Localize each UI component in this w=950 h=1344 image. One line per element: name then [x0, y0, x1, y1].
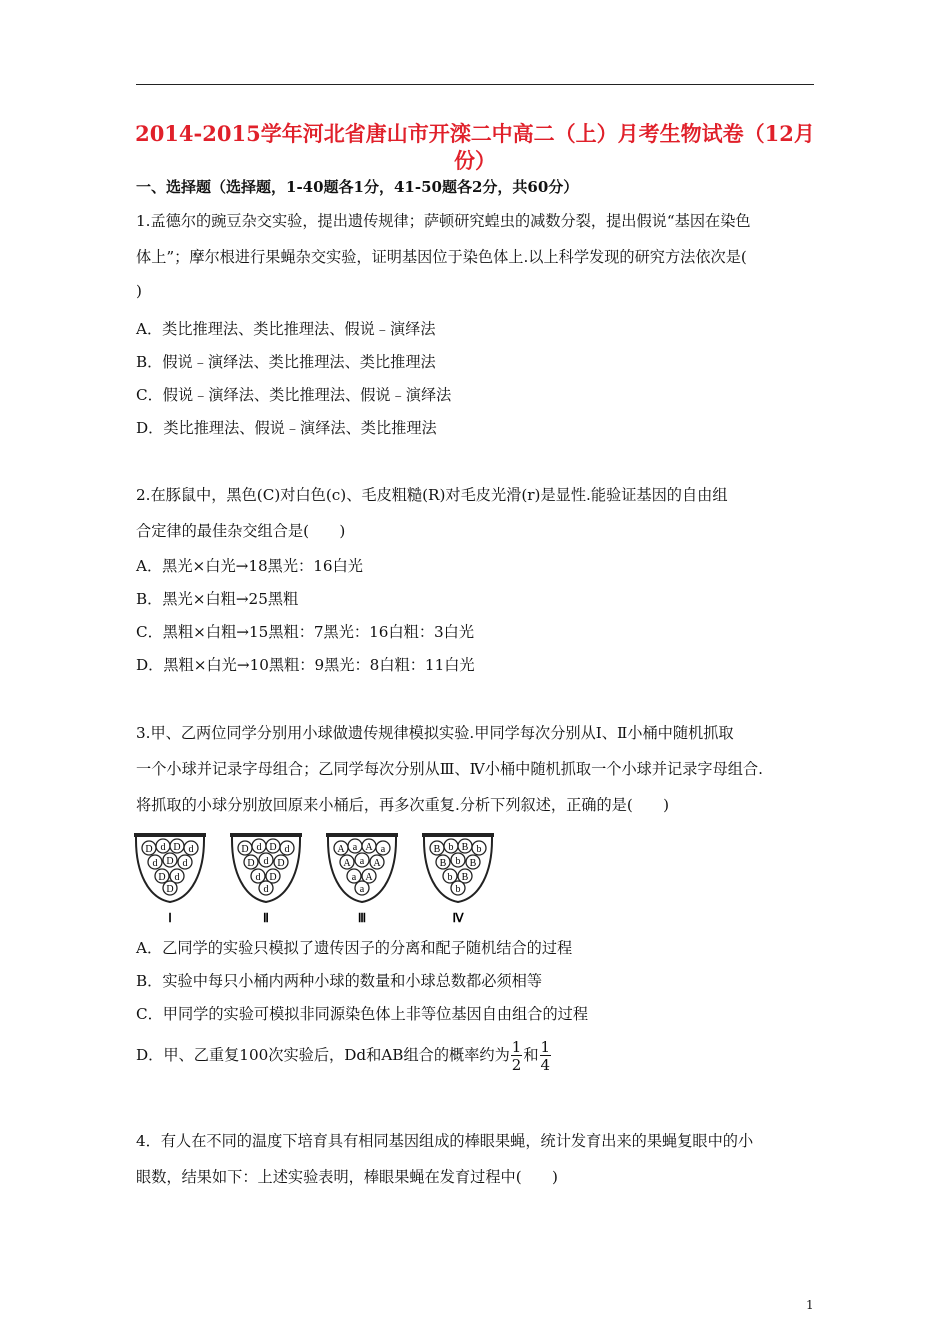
q2-option-d: D．黑粗×白光→10黑粗：9黑光：8白粗：11白光 [136, 656, 475, 674]
bucket-figure [134, 832, 500, 928]
ball-letter: b [448, 842, 454, 853]
q1-line-1: 1.孟德尔的豌豆杂交实验，提出遗传规律；萨顿研究蝗虫的减数分裂，提出假说“基因在染色 [136, 212, 751, 230]
bucket-3 [326, 833, 398, 925]
ball-letter: d [188, 844, 194, 855]
fraction-denominator: 4 [540, 1056, 551, 1074]
ball-letter: D [158, 872, 166, 883]
q3-option-d-and: 和 [523, 1046, 539, 1064]
ball-letter: a [359, 856, 365, 867]
q3-line-2: 一个小球并记录字母组合；乙同学每次分别从Ⅲ、Ⅳ小桶中随机抓取一个小球并记录字母组合. [136, 760, 763, 778]
ball-letter: D [173, 842, 181, 853]
ball-letter: D [269, 842, 277, 853]
ball-letter: D [145, 844, 153, 855]
ball-letter: d [174, 872, 180, 883]
q2-option-b: B．黑光×白粗→25黑粗 [136, 590, 299, 608]
ball-letter: a [380, 844, 386, 855]
bucket-label: Ⅱ [263, 911, 269, 925]
q1-option-d: D．类比推理法、假说﹣演绎法、类比推理法 [136, 419, 437, 437]
page-number: 1 [806, 1298, 814, 1312]
ball-letter: A [373, 858, 381, 869]
q3-option-a: A．乙同学的实验只模拟了遗传因子的分离和配子随机结合的过程 [136, 939, 573, 957]
ball-letter: d [255, 872, 261, 883]
q2-line-2: 合定律的最佳杂交组合是( ) [136, 522, 346, 540]
ball-letter: b [455, 884, 461, 895]
q1-line-3: ) [136, 282, 142, 300]
bucket-rim [422, 833, 494, 837]
ball-letter: a [351, 872, 357, 883]
ball-letter: D [277, 858, 285, 869]
bucket-2 [230, 833, 302, 925]
ball-letter: d [160, 842, 166, 853]
fraction-denominator: 2 [511, 1056, 522, 1074]
bucket-rim [230, 833, 302, 837]
ball-letter: D [166, 856, 174, 867]
q3-line-3: 将抓取的小球分别放回原来小桶后，再多次重复.分析下列叙述，正确的是( ) [136, 796, 670, 814]
ball-letter: a [352, 842, 358, 853]
q4-line-2: 眼数，结果如下：上述实验表明，棒眼果蝇在发育过程中( ) [136, 1168, 558, 1186]
q1-option-c: C．假说﹣演绎法、类比推理法、假说﹣演绎法 [136, 386, 452, 404]
q4-line-1: 4．有人在不同的温度下培育具有相同基因组成的棒眼果蝇，统计发育出来的果蝇复眼中的小 [136, 1132, 754, 1150]
fraction-one-quarter [540, 1040, 552, 1072]
q3-option-b: B．实验中每只小桶内两种小球的数量和小球总数都必须相等 [136, 972, 543, 990]
ball-letter: D [269, 872, 277, 883]
ball-letter: A [343, 858, 351, 869]
ball-letter: d [284, 844, 290, 855]
header-rule [136, 84, 814, 85]
ball-letter: A [365, 872, 373, 883]
q3-line-1: 3.甲、乙两位同学分别用小球做遗传规律模拟实验.甲同学每次分别从Ⅰ、Ⅱ小桶中随机抓取 [136, 724, 734, 742]
ball-letter: A [337, 844, 345, 855]
q2-line-1: 2.在豚鼠中，黑色(C)对白色(c)、毛皮粗糙(R)对毛皮光滑(r)是显性.能验证基因的自由组 [136, 486, 728, 504]
ball-letter: A [365, 842, 373, 853]
fraction-one-half [511, 1040, 523, 1072]
ball-letter: d [182, 858, 188, 869]
q3-option-d [136, 1040, 552, 1072]
bucket-rim [326, 833, 398, 837]
ball-letter: B [461, 872, 469, 883]
q1-line-2: 体上”；摩尔根进行果蝇杂交实验，证明基因位于染色体上.以上科学发现的研究方法依次是( [136, 248, 747, 266]
ball-letter: d [263, 856, 269, 867]
section-heading: 一、选择题（选择题，1-40题各1分，41-50题各2分，共60分） [136, 178, 579, 196]
bucket-rim [134, 833, 206, 837]
ball-letter: d [152, 858, 158, 869]
ball-letter: D [241, 844, 249, 855]
ball-letter: D [166, 884, 174, 895]
bucket-label: Ⅳ [452, 911, 464, 925]
q1-option-a: A．类比推理法、类比推理法、假说﹣演绎法 [136, 320, 436, 338]
ball-letter: a [359, 884, 365, 895]
ball-letter: d [256, 842, 262, 853]
page-title: 2014-2015学年河北省唐山市开滦二中高二（上）月考生物试卷（12月份） [135, 121, 815, 173]
q3-option-c: C．甲同学的实验可模拟非同源染色体上非等位基因自由组合的过程 [136, 1005, 589, 1023]
q2-option-a: A．黑光×白光→18黑光：16白光 [136, 557, 363, 575]
ball-letter: B [461, 842, 469, 853]
fraction-numerator: 1 [540, 1038, 551, 1056]
ball-letter: b [455, 856, 461, 867]
q1-option-b: B．假说﹣演绎法、类比推理法、类比推理法 [136, 353, 436, 371]
ball-letter: b [447, 872, 453, 883]
ball-letter: B [433, 844, 441, 855]
bucket-label: Ⅲ [357, 911, 367, 925]
bucket-1 [134, 833, 206, 925]
ball-letter: b [476, 844, 482, 855]
bucket-4 [422, 833, 494, 925]
q2-option-c: C．黑粗×白粗→15黑粗：7黑光：16白粗：3白光 [136, 623, 475, 641]
ball-letter: D [247, 858, 255, 869]
fraction-numerator: 1 [511, 1038, 522, 1056]
ball-letter: B [469, 858, 477, 869]
q3-option-d-text: D．甲、乙重复100次实验后，Dd和AB组合的概率约为 [136, 1046, 510, 1064]
ball-letter: B [439, 858, 447, 869]
ball-letter: d [263, 884, 269, 895]
bucket-label: Ⅰ [168, 911, 172, 925]
